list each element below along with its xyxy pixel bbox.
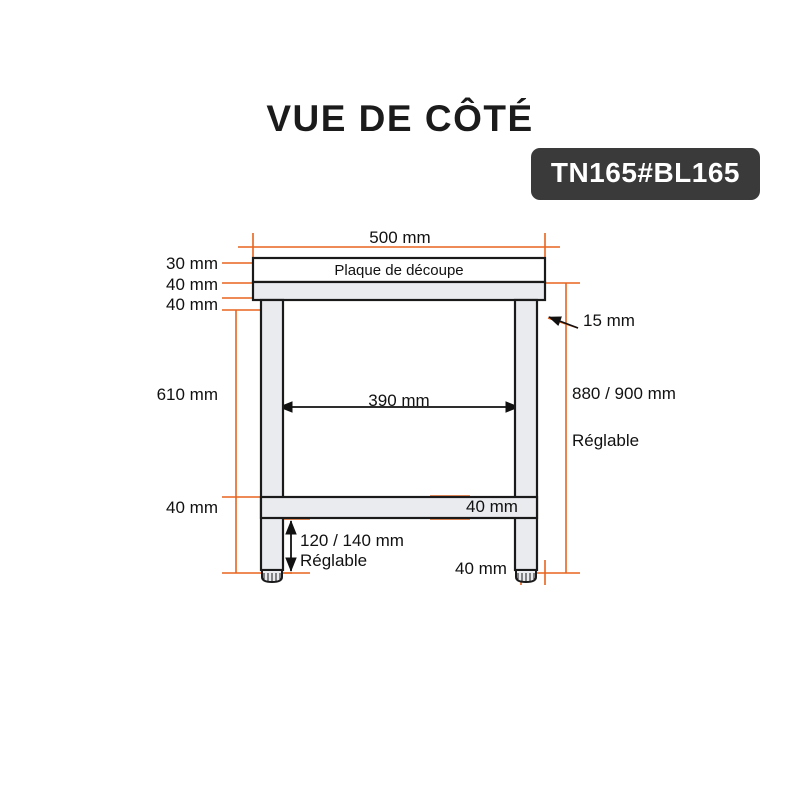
right-leg [515, 300, 537, 570]
top-frame-rail [253, 282, 545, 300]
label-leg-width-40: 40 mm [455, 559, 507, 578]
label-inner-width-390: 390 mm [368, 391, 430, 410]
dim-arrow-leg-thickness [549, 317, 578, 328]
label-cutting-board: Plaque de découpe [334, 262, 464, 279]
model-badge: TN165#BL165 [531, 148, 760, 200]
left-leg [261, 300, 283, 570]
label-height-610: 610 mm [156, 385, 218, 404]
label-thickness-30: 30 mm [166, 254, 218, 273]
label-bottom-40: 40 mm [166, 498, 218, 517]
label-foot-range-note: Réglable [300, 551, 368, 570]
label-total-height: 880 / 900 mm [572, 384, 676, 403]
label-shelf-thickness-40: 40 mm [466, 497, 518, 516]
label-leg-thickness-15: 15 mm [583, 311, 635, 330]
label-thickness-40-b: 40 mm [166, 295, 218, 314]
label-top-width: 500 mm [369, 228, 431, 247]
label-foot-range: 120 / 140 mm [300, 531, 404, 550]
page-title: VUE DE CÔTÉ [266, 98, 534, 139]
label-total-height-note: Réglable [572, 431, 640, 450]
label-thickness-40-a: 40 mm [166, 275, 218, 294]
